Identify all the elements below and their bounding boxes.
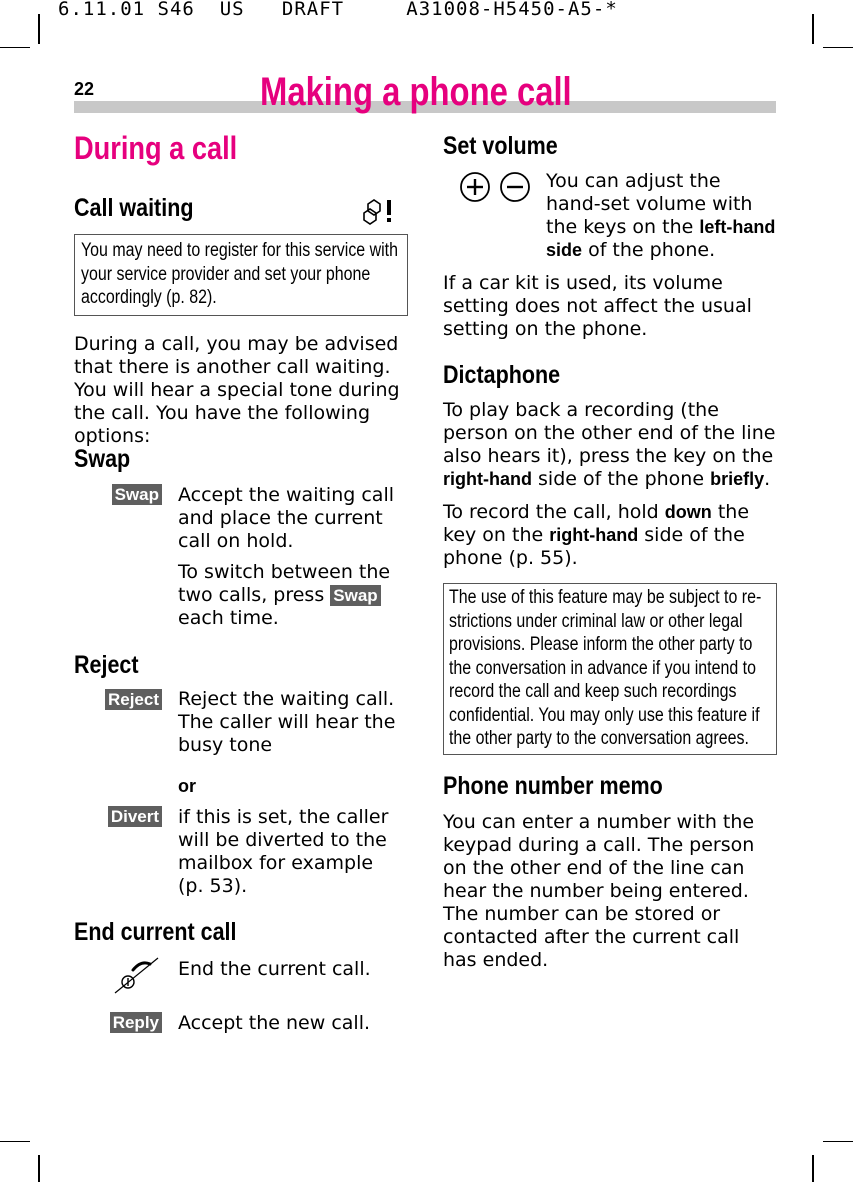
end-call-key-icon[interactable] bbox=[112, 952, 164, 998]
crop-mark bbox=[0, 47, 30, 48]
set-volume-text bbox=[546, 170, 776, 262]
dictaphone-p1-d: briefly bbox=[710, 469, 765, 489]
reject-text: Reject the waiting call. The caller will hear the busy tone bbox=[178, 688, 396, 756]
reject-softkey[interactable]: Reject bbox=[105, 689, 162, 710]
volume-up-icon[interactable] bbox=[459, 171, 491, 203]
crop-mark bbox=[812, 1155, 814, 1182]
dictaphone-note-text: The use of this feature may be subject to re-strictions under criminal law or other legal provisions. Please inform the other party to the conversation in advance if you intend to record the call and keep such recordings confidential. You may only use this feature if the other party to the conversation agrees. bbox=[449, 587, 762, 749]
divert-text: if this is set, the caller will be diverted to the mailbox for example (p. 53). bbox=[178, 806, 389, 897]
swap-text-2 bbox=[178, 561, 408, 630]
swap-text-2-post: each time. bbox=[178, 607, 279, 629]
call-waiting-body: During a call, you may be advised that there is another call waiting. You will hear a special tone during the call. You have the following options: bbox=[74, 333, 400, 447]
reject-heading: Reject bbox=[74, 651, 139, 679]
dictaphone-p2-d: right-hand bbox=[549, 525, 639, 545]
end-call-heading: End current call bbox=[74, 918, 237, 946]
dictaphone-p1-a: To play back a recording (the person on the other end of the line also hears it), press the key on the bbox=[443, 399, 776, 467]
end-call-text: End the current call. bbox=[178, 958, 371, 980]
page-number: 22 bbox=[74, 79, 95, 99]
dictaphone-p2-a: To record the call, hold bbox=[443, 501, 659, 523]
crop-mark bbox=[823, 47, 853, 48]
dictaphone-p1-e: . bbox=[764, 468, 771, 490]
draft-meta: 6.11.01 S46 US DRAFT A31008-H5450-A5-* bbox=[58, 0, 618, 20]
memo-text: You can enter a number with the keypad during a call. The person on the other end of the line can hear the number being entered. The number can be stored or contacted after the current call has ended. bbox=[443, 811, 755, 971]
crop-mark bbox=[812, 14, 814, 44]
crop-mark bbox=[0, 1141, 30, 1142]
crop-mark bbox=[38, 14, 40, 44]
dictaphone-p2-e: side of the phone (p. 55). bbox=[443, 524, 745, 569]
set-volume-heading: Set volume bbox=[443, 132, 558, 160]
network-service-icon bbox=[362, 196, 396, 226]
dictaphone-playback-text bbox=[443, 399, 777, 491]
dictaphone-note bbox=[443, 583, 777, 755]
divert-softkey[interactable]: Divert bbox=[108, 806, 162, 827]
memo-heading: Phone number memo bbox=[443, 772, 663, 800]
volume-down-icon[interactable] bbox=[499, 171, 531, 203]
car-kit-text: If a car kit is used, its volume setting does not affect the usual setting on the phone. bbox=[443, 272, 752, 340]
section-title: During a call bbox=[74, 130, 238, 166]
dictaphone-p2-c: the key on the bbox=[443, 501, 750, 546]
call-waiting-heading: Call waiting bbox=[74, 194, 194, 222]
or-label: or bbox=[178, 776, 196, 796]
call-waiting-note-text: You may need to register for this service with your service provider and set your phone accordingly (p. 82). bbox=[81, 240, 398, 308]
set-volume-text-post: of the phone. bbox=[588, 239, 716, 261]
dictaphone-p1-c: side of the phone bbox=[538, 468, 705, 490]
swap-heading: Swap bbox=[74, 445, 131, 473]
call-waiting-note bbox=[74, 234, 408, 316]
swap-text-2-pre: To switch between the two calls, press bbox=[178, 561, 391, 606]
swap-softkey[interactable]: Swap bbox=[112, 484, 162, 505]
reply-softkey[interactable]: Reply bbox=[110, 1012, 162, 1033]
dictaphone-p1-b: right-hand bbox=[443, 469, 532, 489]
swap-inline-softkey[interactable]: Swap bbox=[330, 585, 380, 606]
dictaphone-record-text bbox=[443, 501, 777, 570]
swap-text: Accept the waiting call and place the current call on hold. bbox=[178, 484, 394, 552]
dictaphone-p2-b: down bbox=[664, 502, 712, 522]
left-hand-side-label: left-hand side bbox=[546, 217, 776, 260]
page-title: Making a phone call bbox=[260, 70, 572, 114]
reply-text: Accept the new call. bbox=[178, 1012, 371, 1034]
dictaphone-heading: Dictaphone bbox=[443, 361, 561, 389]
crop-mark bbox=[38, 1155, 40, 1182]
set-volume-text-pre: You can adjust the hand-set volume with the keys on the bbox=[546, 170, 753, 238]
crop-mark bbox=[823, 1141, 853, 1142]
